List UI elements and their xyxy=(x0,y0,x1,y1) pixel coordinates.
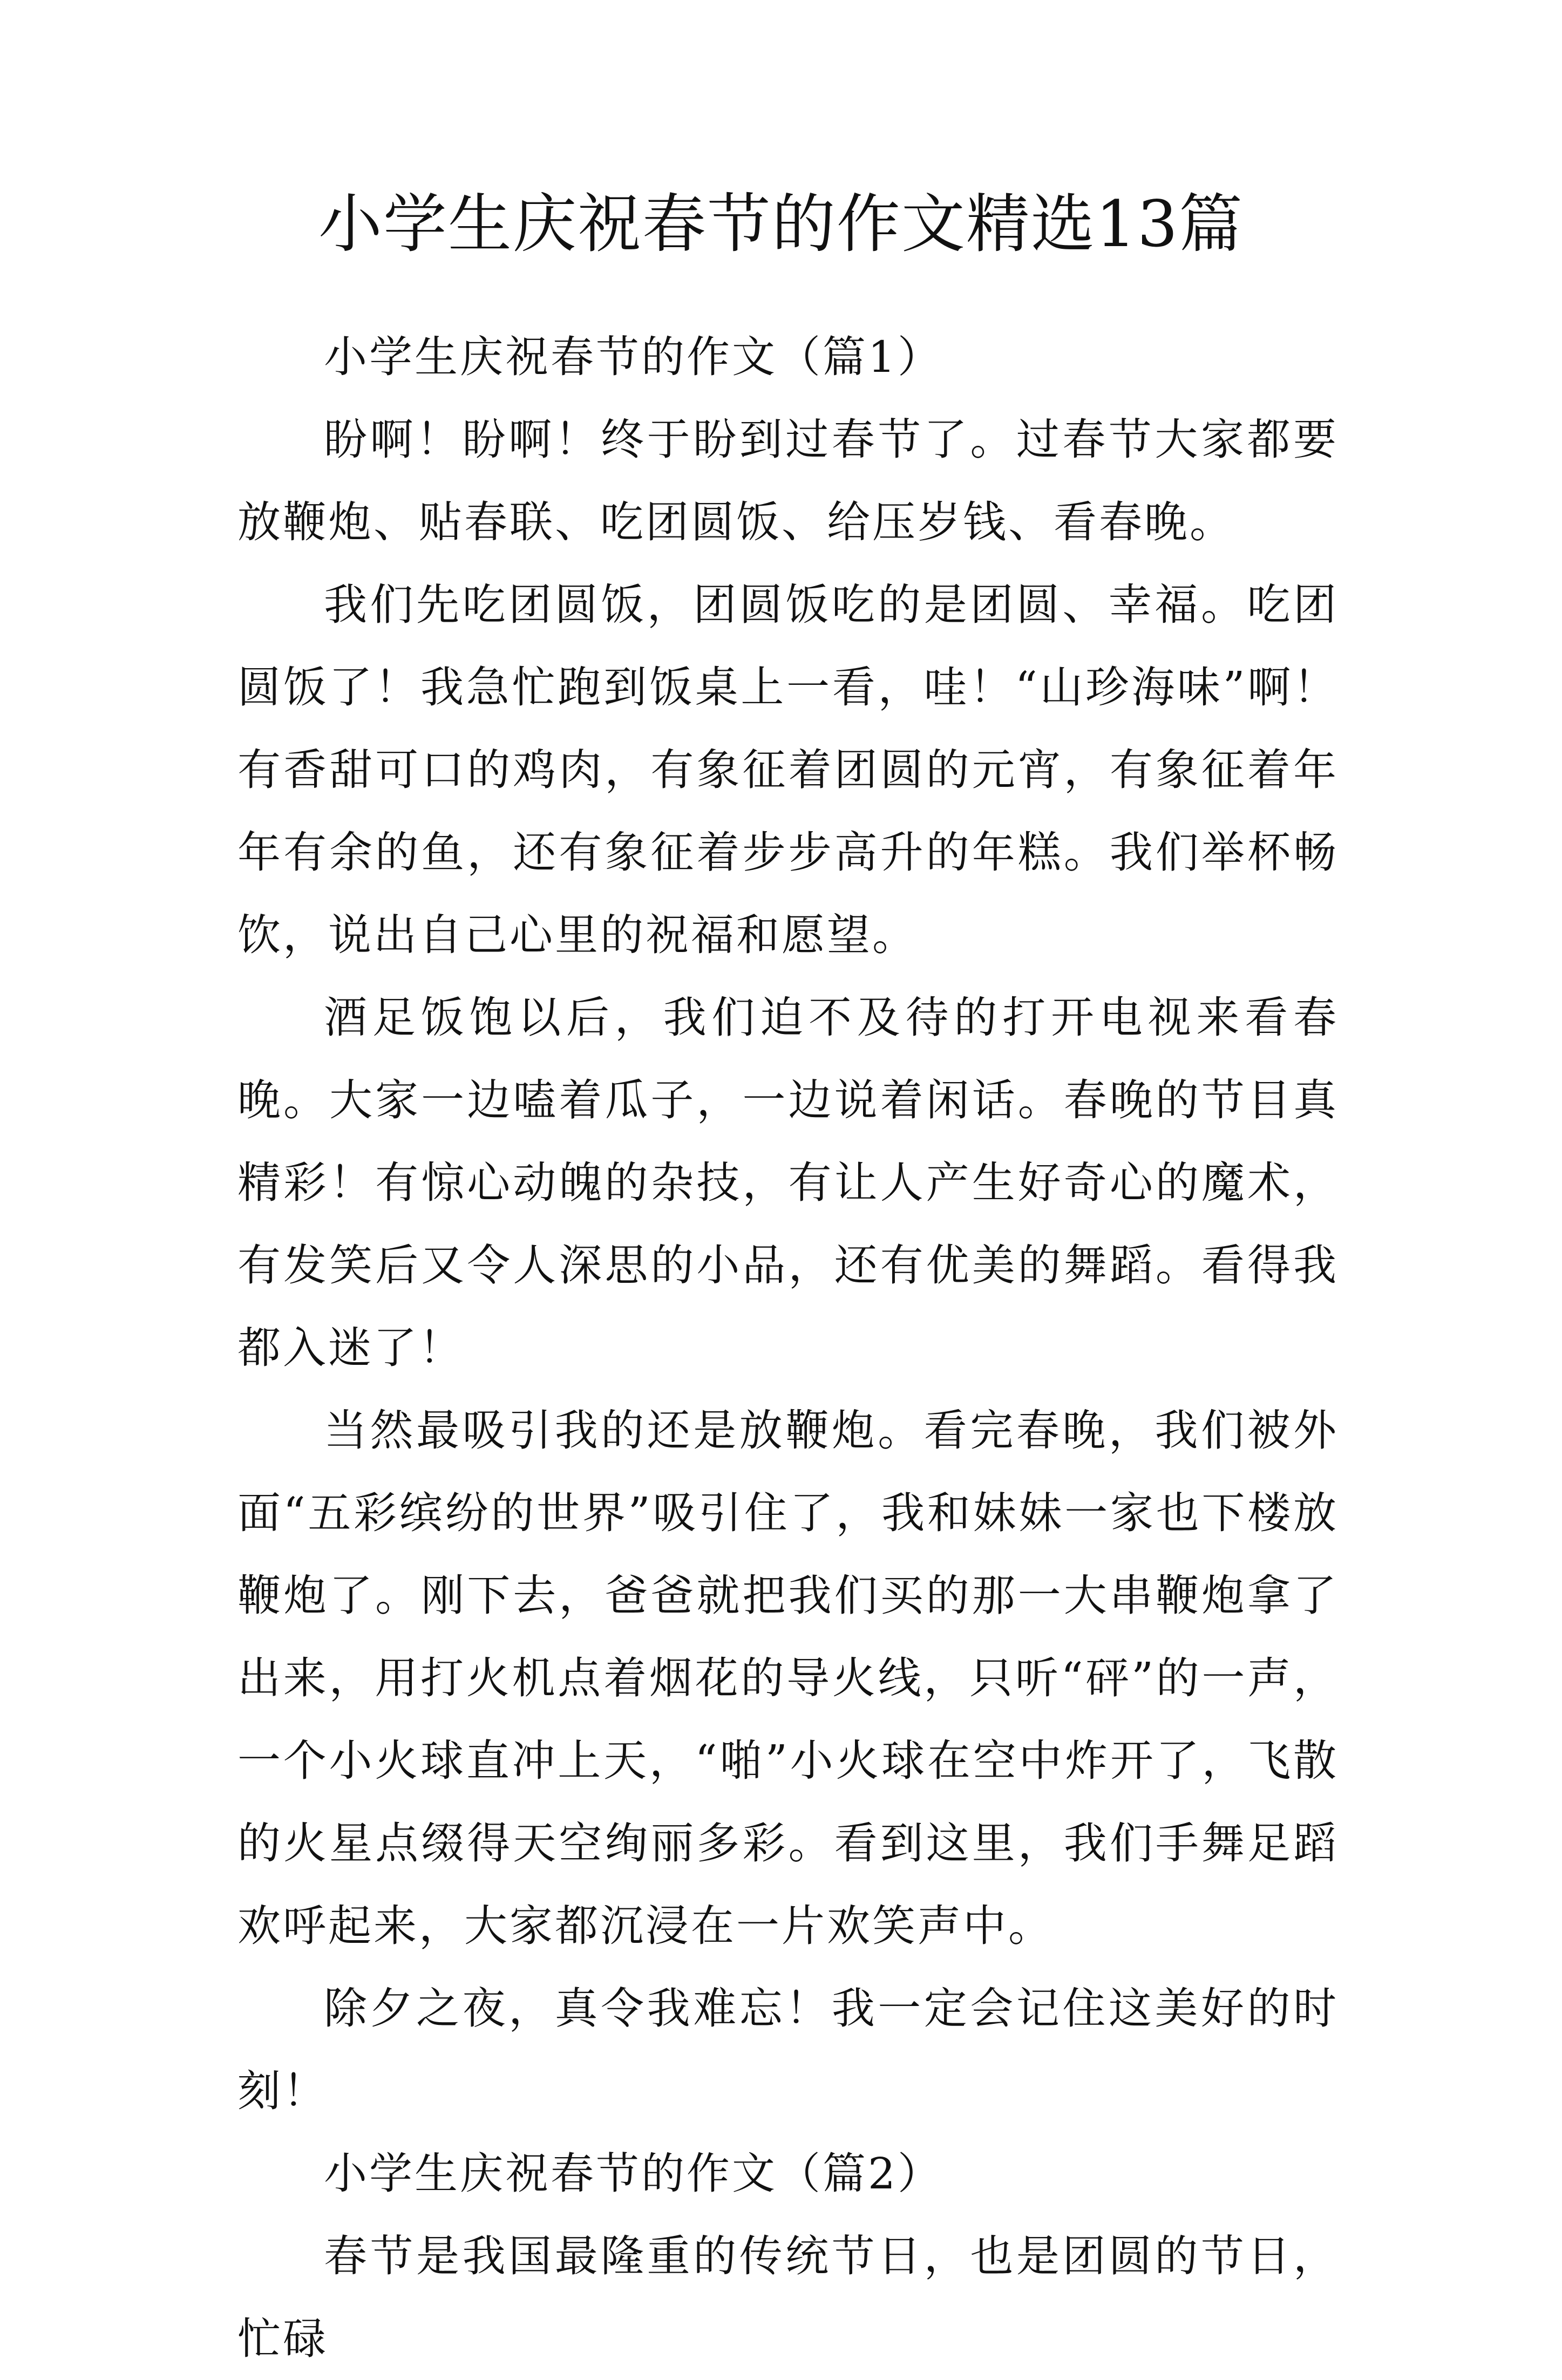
document-body xyxy=(237,316,1339,2380)
paragraph: 酒足饭饱以后，我们迫不及待的打开电视来看春晚。大家一边嗑着瓜子，一边说着闲话。春晚的节目真精彩！有惊心动魄的杂技，有让人产生好奇心的魔术，有发笑后又令人深思的小品，还有优美的舞蹈。看得我都入迷了！ xyxy=(237,992,1339,1373)
paragraph: 我们先吃团圆饭，团圆饭吃的是团圆、幸福。吃团圆饭了！我急忙跑到饭桌上一看，哇！“山珍海味”啊！有香甜可口的鸡肉，有象征着团圆的元宵，有象征着年年有余的鱼，还有象征着步步高升的年糕。我们举杯畅饮，说出自己心里的祝福和愿望。 xyxy=(237,580,1339,960)
paragraph: 春节是我国最隆重的传统节日，也是团圆的节日，忙碌 xyxy=(237,2231,1339,2364)
paragraph: 盼啊！盼啊！终于盼到过春节了。过春节大家都要放鞭炮、贴春联、吃团圆饭、给压岁钱、看春晚。 xyxy=(237,414,1339,547)
section-heading-2: 小学生庆祝春节的作文（篇2） xyxy=(324,2148,943,2199)
document-title: 小学生庆祝春节的作文精选13篇 xyxy=(318,187,1244,261)
paragraph: 当然最吸引我的还是放鞭炮。看完春晚，我们被外面“五彩缤纷的世界”吸引住了，我和妹妹一家也下楼放鞭炮了。刚下去，爸爸就把我们买的那一大串鞭炮拿了出来，用打火机点着烟花的导火线，只听“砰”的一声，一个小火球直冲上天，“啪”小火球在空中炸开了，飞散的火星点缀得天空绚丽多彩。看到这里，我们手舞足蹈欢呼起来，大家都沉浸在一片欢笑声中。 xyxy=(237,1405,1339,1951)
section-heading-1: 小学生庆祝春节的作文（篇1） xyxy=(324,332,943,382)
paragraph: 除夕之夜，真令我难忘！我一定会记住这美好的时刻！ xyxy=(237,1983,1339,2116)
